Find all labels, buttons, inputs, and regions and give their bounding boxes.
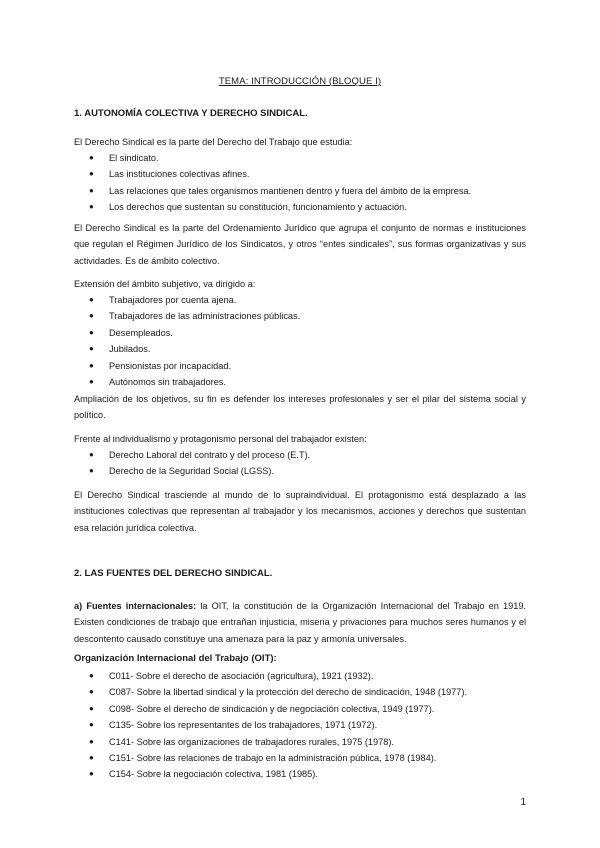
list-item: ● El sindicato.	[74, 150, 524, 166]
list-item: ● Las instituciones colectivas afines.	[74, 166, 524, 182]
bullet-icon: ●	[89, 736, 94, 746]
individualism-list	[74, 447, 524, 480]
list-item: ● Los derechos que sustentan su constitución, funcionamiento y actuación.	[74, 199, 524, 215]
bullet-icon: ●	[89, 344, 94, 354]
list-item: ● Jubilados.	[74, 341, 524, 357]
bullet-icon: ●	[89, 671, 94, 680]
list-item: ● C087- Sobre la libertad sindical y la protección del derecho de sindicación, 1948 (1977).	[74, 684, 524, 700]
list-item: ● Autónomos sin trabajadores.	[74, 374, 524, 390]
bullet-icon: ●	[89, 466, 94, 476]
section-2-heading: 2. LAS FUENTES DEL DERECHO SINDICAL.	[74, 568, 273, 579]
list-item: ● C098- Sobre el derecho de sindicación y de negociación colectiva, 1949 (1977).	[74, 701, 524, 717]
international-sources-paragraph	[74, 598, 526, 647]
international-sources-text: la OIT, la constitución de la Organización Internacional del Trabajo en 1919. Existen condiciones de trabajo que entrañan injusticia, miseria y privaciones para muchos seres humanos y el descontento causado constituye una amenaza para la paz y armonía universales.	[74, 601, 526, 644]
oit-heading: Organización Internacional del Trabajo (OIT):	[74, 653, 277, 664]
list-item: ● Trabajadores de las administraciones públicas.	[74, 308, 524, 324]
bullet-icon: ●	[89, 360, 94, 370]
document-title: TEMA: INTRODUCCIÓN (BLOQUE I)	[218, 76, 382, 87]
bullet-icon: ●	[89, 450, 94, 459]
list-item: ● Las relaciones que tales organismos mantienen dentro y fuera del ámbito de la empresa.	[74, 183, 524, 199]
list-item: ● Trabajadores por cuenta ajena.	[74, 292, 524, 308]
bullet-icon: ●	[89, 153, 94, 162]
bullet-icon: ●	[89, 703, 94, 713]
bullet-icon: ●	[89, 185, 94, 195]
list-item: ● Pensionistas por incapacidad.	[74, 358, 524, 374]
conventions-list	[74, 668, 524, 783]
individualism-intro: Frente al individualismo y protagonismo personal del trabajador existen:	[74, 434, 367, 444]
bullet-icon: ●	[89, 769, 94, 779]
list-item: ● C011- Sobre el derecho de asociación (agricultura), 1921 (1932).	[74, 668, 524, 684]
international-sources-label: a) Fuentes internacionales:	[74, 601, 197, 611]
list-item: ● Derecho Laboral del contrato y del proceso (E.T).	[74, 447, 524, 463]
bullet-icon: ●	[89, 169, 94, 179]
bullet-icon: ●	[89, 327, 94, 337]
list-item: ● C135- Sobre los representantes de los trabajadores, 1971 (1972).	[74, 717, 524, 733]
bullet-icon: ●	[89, 753, 94, 763]
list-item: ● C151- Sobre las relaciones de trabajo en la administración pública, 1978 (1984).	[74, 750, 524, 766]
bullet-icon: ●	[89, 377, 94, 387]
list-item: ● Desempleados.	[74, 325, 524, 341]
list-item: ● C154- Sobre la negociación colectiva, 1981 (1985).	[74, 766, 524, 782]
study-list	[74, 150, 524, 216]
closing-paragraph: El Derecho Sindical trasciende al mundo de lo supraindividual. El protagonismo está desplazado a las instituciones colectivas que representan al trabajador y los mecanismos, acciones y derechos que sustentan esa relación jurídica colectiva.	[74, 490, 526, 533]
objectives-paragraph: Ampliación de los objetivos, su fin es defender los intereses profesionales y ser el pilar del sistema social y político.	[74, 394, 526, 421]
bullet-icon: ●	[89, 202, 94, 212]
list-item: ● C141- Sobre las organizaciones de trabajadores rurales, 1975 (1978).	[74, 734, 524, 750]
section-1-heading: 1. AUTONOMÍA COLECTIVA Y DERECHO SINDICAL.	[74, 108, 308, 119]
bullet-icon: ●	[89, 687, 94, 697]
scope-list	[74, 292, 524, 390]
list-item: ● Derecho de la Seguridad Social (LGSS).	[74, 463, 524, 479]
bullet-icon: ●	[89, 295, 94, 304]
section-1-intro: El Derecho Sindical es la parte del Derecho del Trabajo que estudia:	[74, 137, 353, 147]
page-number: 1	[520, 797, 526, 808]
bullet-icon: ●	[89, 720, 94, 730]
definition-paragraph: El Derecho Sindical es la parte del Ordenamiento Jurídico que agrupa el conjunto de normas e instituciones que regulan el Régimen Jurídico de los Sindicatos, y otros “entes sindicales”, sus formas organizativas y sus actividades. Es de ámbito colectivo.	[74, 223, 526, 266]
scope-intro: Extensión del ámbito subjetivo, va dirigido a:	[74, 279, 256, 289]
bullet-icon: ●	[89, 311, 94, 321]
